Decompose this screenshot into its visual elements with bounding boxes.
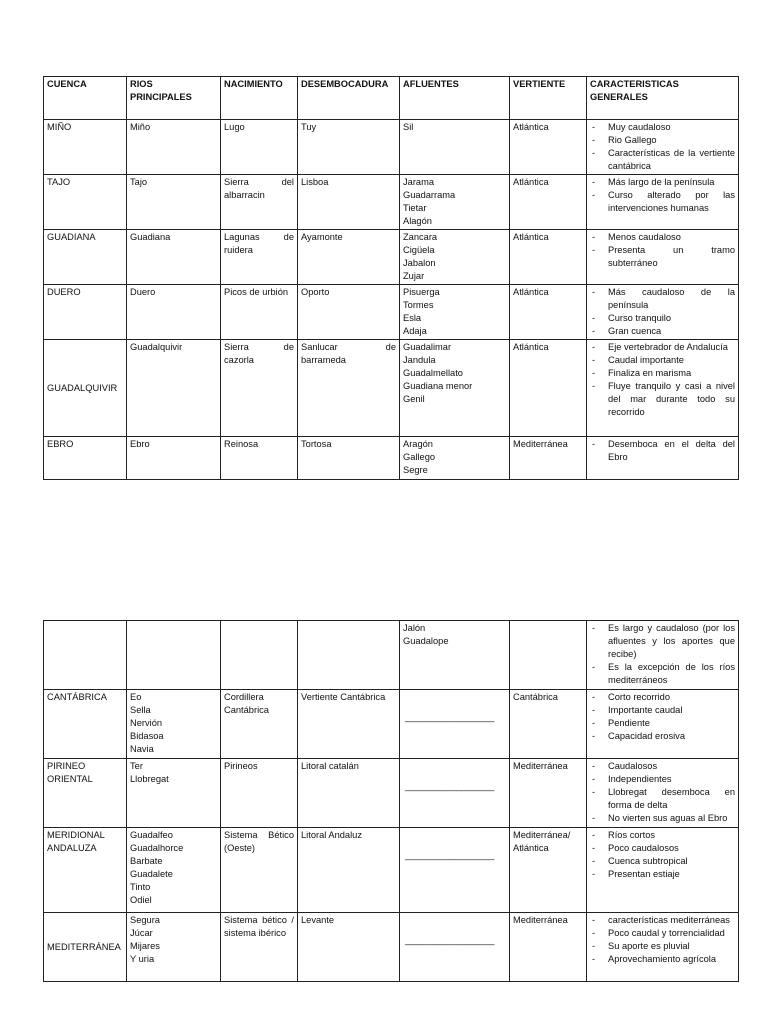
characteristic-item: - Cuenca subtropical (590, 855, 735, 868)
caracteristicas-cell (587, 120, 739, 175)
characteristic-item: - Curso alterado por las intervenciones humanas (590, 189, 735, 215)
afluentes-cell (400, 437, 510, 480)
afluente-name: Gallego (403, 452, 436, 462)
characteristics-list (590, 438, 735, 464)
characteristic-item: - Es largo y caudaloso (por los afluentes y los aportes que recibe) (590, 622, 735, 661)
table-row (44, 690, 739, 759)
afluente-name: Jabalon (403, 258, 436, 268)
characteristic-item: - No vierten sus aguas al Ebro (590, 812, 735, 825)
caracteristicas-cell (587, 230, 739, 285)
caracteristicas-cell (587, 340, 739, 437)
cuenca-cell (44, 285, 127, 340)
cuenca-cell (44, 340, 127, 437)
header-label: AFLUENTES (403, 79, 459, 89)
afluentes-blank-line: ___________________ (405, 850, 494, 860)
header-label: RIOS PRINCIPALES (130, 79, 192, 102)
nacimiento-text: Reinosa (224, 439, 259, 449)
afluente-name: Cigüela (403, 245, 435, 255)
river-name: Odiel (130, 895, 152, 905)
river-name: Guadiana (130, 232, 171, 242)
cuenca-name: TAJO (47, 177, 71, 187)
desembocadura-cell (298, 175, 400, 230)
desembocadura-cell (298, 120, 400, 175)
nacimiento-cell (221, 621, 298, 690)
desembocadura-text: Lisboa (301, 177, 329, 187)
characteristics-list (590, 121, 735, 173)
header-caracteristicas (587, 77, 739, 120)
cuenca-cell (44, 437, 127, 480)
river-name: Júcar (130, 928, 153, 938)
characteristic-item: - Corto recorrido (590, 691, 735, 704)
afluente-name: Guadiana menor (403, 381, 473, 391)
characteristics-list (590, 760, 735, 825)
cuenca-name: EBRO (47, 439, 74, 449)
nacimiento-text: Cordillera Cantábrica (224, 692, 269, 715)
afluente-name: Sil (403, 122, 414, 132)
rios-cell (127, 913, 221, 982)
river-name: Tajo (130, 177, 148, 187)
caracteristicas-cell (587, 437, 739, 480)
nacimiento-cell (221, 437, 298, 480)
header-nacimiento (221, 77, 298, 120)
rivers-table-top (43, 76, 739, 480)
characteristic-item: - Gran cuenca (590, 325, 735, 338)
nacimiento-cell (221, 913, 298, 982)
desembocadura-text: Tortosa (301, 439, 332, 449)
desembocadura-text: Ayamonte (301, 232, 343, 242)
vertiente-cell (510, 285, 587, 340)
header-label: NACIMIENTO (224, 79, 283, 89)
rivers-table-bottom (43, 620, 739, 982)
table-row (44, 230, 739, 285)
vertiente-text: Mediterránea (513, 915, 568, 925)
cuenca-name: MERIDIONAL ANDALUZA (47, 830, 105, 853)
table-row (44, 340, 739, 437)
afluente-name: Guadarrama (403, 190, 456, 200)
rios-cell (127, 340, 221, 437)
river-name: Miño (130, 122, 151, 132)
river-name: Duero (130, 287, 156, 297)
characteristics-list (590, 914, 735, 966)
characteristic-item: - Características de la vertiente cantábrica (590, 147, 735, 173)
characteristic-item: - Más caudaloso de la península (590, 286, 735, 312)
characteristics-list (590, 622, 735, 687)
characteristic-item: - Caudal importante (590, 354, 735, 367)
characteristic-item: - Poco caudalosos (590, 842, 735, 855)
river-name: Guadalfeo (130, 830, 173, 840)
caracteristicas-cell (587, 828, 739, 913)
afluente-name: Zujar (403, 271, 425, 281)
river-name: Guadalhorce (130, 843, 184, 853)
characteristic-item: - Independientes (590, 773, 735, 786)
caracteristicas-cell (587, 913, 739, 982)
vertiente-text: Atlántica (513, 287, 549, 297)
desembocadura-cell (298, 690, 400, 759)
nacimiento-text: Sistema Bético (Oeste) (224, 830, 294, 853)
river-name: Llobregat (130, 774, 169, 784)
vertiente-cell (510, 230, 587, 285)
characteristics-list (590, 286, 735, 338)
characteristic-item: - Capacidad erosiva (590, 730, 735, 743)
afluente-name: Genil (403, 394, 425, 404)
vertiente-cell (510, 913, 587, 982)
characteristic-item: - Pendiente (590, 717, 735, 730)
characteristic-item: - Más largo de la península (590, 176, 735, 189)
river-name: Ter (130, 761, 143, 771)
desembocadura-text: Sanlucar de barrameda (301, 342, 396, 365)
table-row (44, 120, 739, 175)
desembocadura-text: Oporto (301, 287, 330, 297)
afluente-name: Tormes (403, 300, 434, 310)
table-row (44, 913, 739, 982)
afluentes-blank-line: ___________________ (405, 781, 494, 791)
rios-cell (127, 285, 221, 340)
nacimiento-cell (221, 175, 298, 230)
desembocadura-text: Litoral Andaluz (301, 830, 362, 840)
vertiente-cell (510, 175, 587, 230)
river-name: Sella (130, 705, 151, 715)
characteristic-item: - Finaliza en marisma (590, 367, 735, 380)
desembocadura-cell (298, 828, 400, 913)
nacimiento-cell (221, 759, 298, 828)
vertiente-text: Atlántica (513, 177, 549, 187)
afluente-name: Jandula (403, 355, 436, 365)
characteristic-item: - Curso tranquilo (590, 312, 735, 325)
afluentes-cell (400, 120, 510, 175)
cuenca-cell (44, 230, 127, 285)
nacimiento-text: Sierra del albarracin (224, 177, 294, 200)
cuenca-cell (44, 828, 127, 913)
characteristic-item: - Muy caudaloso (590, 121, 735, 134)
nacimiento-cell (221, 285, 298, 340)
afluente-name: Jarama (403, 177, 435, 187)
characteristic-item: - Poco caudal y torrencialidad (590, 927, 735, 940)
river-name: Segura (130, 915, 160, 925)
afluente-name: Guadalimar (403, 342, 452, 352)
nacimiento-cell (221, 340, 298, 437)
caracteristicas-cell (587, 285, 739, 340)
nacimiento-text: Pirineos (224, 761, 258, 771)
desembocadura-text: Vertiente Cantábrica (301, 692, 386, 702)
caracteristicas-cell (587, 621, 739, 690)
afluente-name: Zancara (403, 232, 438, 242)
characteristic-item: - Fluye tranquilo y casi a nivel del mar durante todo su recorrido (590, 380, 735, 419)
vertiente-text: Atlántica (513, 342, 549, 352)
characteristic-item: - Menos caudaloso (590, 231, 735, 244)
river-name: Eo (130, 692, 142, 702)
characteristic-item: - Rio Gallego (590, 134, 735, 147)
rios-cell (127, 437, 221, 480)
nacimiento-text: Sierra de cazorla (224, 342, 294, 365)
nacimiento-text: Lagunas de ruidera (224, 232, 294, 255)
nacimiento-text: Lugo (224, 122, 245, 132)
cuenca-name: PIRINEO ORIENTAL (47, 761, 93, 784)
river-name: Navia (130, 744, 154, 754)
river-name: Guadalete (130, 869, 173, 879)
table-row (44, 828, 739, 913)
afluentes-cell (400, 690, 510, 759)
desembocadura-cell (298, 437, 400, 480)
characteristic-item: - Caudalosos (590, 760, 735, 773)
header-label: CARACTERISTICAS GENERALES (590, 79, 679, 102)
header-rios (127, 77, 221, 120)
afluentes-cell (400, 285, 510, 340)
vertiente-cell (510, 340, 587, 437)
cuenca-cell (44, 120, 127, 175)
characteristic-item: - Importante caudal (590, 704, 735, 717)
afluente-name: Alagón (403, 216, 432, 226)
afluente-name: Adaja (403, 326, 427, 336)
characteristic-item: - Su aporte es pluvial (590, 940, 735, 953)
caracteristicas-cell (587, 759, 739, 828)
afluentes-cell (400, 175, 510, 230)
vertiente-cell (510, 437, 587, 480)
cuenca-name: MEDITERRÁNEA (47, 941, 121, 952)
rios-cell (127, 175, 221, 230)
desembocadura-cell (298, 621, 400, 690)
afluentes-cell (400, 230, 510, 285)
cuenca-cell (44, 913, 127, 982)
cuenca-cell (44, 690, 127, 759)
header-desembocadura (298, 77, 400, 120)
characteristic-item: - Eje vertebrador de Andalucía (590, 341, 735, 354)
vertiente-cell (510, 120, 587, 175)
vertiente-text: Mediterránea/ Atlántica (513, 830, 571, 853)
rios-cell (127, 690, 221, 759)
afluente-name: Jalón (403, 623, 426, 633)
vertiente-cell (510, 759, 587, 828)
header-vertiente (510, 77, 587, 120)
vertiente-text: Mediterránea (513, 761, 568, 771)
river-name: Barbate (130, 856, 163, 866)
river-name: Nervión (130, 718, 163, 728)
vertiente-cell (510, 828, 587, 913)
nacimiento-cell (221, 230, 298, 285)
afluentes-cell (400, 340, 510, 437)
river-name: Guadalquivir (130, 342, 183, 352)
river-name: Mijares (130, 941, 160, 951)
characteristics-list (590, 176, 735, 215)
afluentes-cell (400, 828, 510, 913)
desembocadura-cell (298, 759, 400, 828)
desembocadura-text: Litoral catalán (301, 761, 359, 771)
afluentes-cell (400, 621, 510, 690)
header-row (44, 77, 739, 120)
nacimiento-text: Sistema bético / sistema ibérico (224, 915, 294, 938)
afluentes-cell (400, 913, 510, 982)
header-cuenca (44, 77, 127, 120)
characteristic-item: - Desemboca en el delta del Ebro (590, 438, 735, 464)
cuenca-name: MIÑO (47, 122, 72, 132)
characteristics-list (590, 341, 735, 419)
header-afluentes (400, 77, 510, 120)
caracteristicas-cell (587, 175, 739, 230)
table-row (44, 759, 739, 828)
characteristic-item: - Ríos cortos (590, 829, 735, 842)
cuenca-name: GUADIANA (47, 232, 96, 242)
afluente-name: Guadalope (403, 636, 449, 646)
river-name: Tinto (130, 882, 151, 892)
header-label: CUENCA (47, 79, 87, 89)
continuation-row (44, 621, 739, 690)
rios-cell (127, 120, 221, 175)
characteristic-item: - Es la excepción de los ríos mediterráneos (590, 661, 735, 687)
nacimiento-text: Picos de urbión (224, 287, 289, 297)
afluente-name: Pisuerga (403, 287, 440, 297)
rios-cell (127, 621, 221, 690)
table-row (44, 437, 739, 480)
characteristics-list (590, 231, 735, 270)
rios-cell (127, 828, 221, 913)
vertiente-cell (510, 690, 587, 759)
characteristic-item: - Presenta un tramo subterráneo (590, 244, 735, 270)
vertiente-text: Atlántica (513, 232, 549, 242)
desembocadura-cell (298, 285, 400, 340)
afluente-name: Aragón (403, 439, 433, 449)
rios-cell (127, 230, 221, 285)
vertiente-text: Mediterránea (513, 439, 568, 449)
desembocadura-text: Levante (301, 915, 335, 925)
afluente-name: Esla (403, 313, 422, 323)
vertiente-text: Atlántica (513, 122, 549, 132)
nacimiento-cell (221, 120, 298, 175)
characteristic-item: - Aprovechamiento agrícola (590, 953, 735, 966)
cuenca-name: GUADALQUIVIR (47, 382, 118, 393)
desembocadura-text: Tuy (301, 122, 317, 132)
characteristics-list (590, 829, 735, 881)
afluente-name: Segre (403, 465, 428, 475)
river-name: Ebro (130, 439, 150, 449)
cuenca-cell (44, 621, 127, 690)
desembocadura-cell (298, 913, 400, 982)
cuenca-name: DUERO (47, 287, 81, 297)
characteristic-item: - características mediterráneas (590, 914, 735, 927)
header-label: DESEMBOCADURA (301, 79, 389, 89)
desembocadura-cell (298, 340, 400, 437)
cuenca-cell (44, 759, 127, 828)
afluentes-cell (400, 759, 510, 828)
river-name: Bidasoa (130, 731, 164, 741)
vertiente-text: Cantábrica (513, 692, 558, 702)
river-name: Y uria (130, 954, 155, 964)
afluente-name: Guadalmellato (403, 368, 463, 378)
header-label: VERTIENTE (513, 79, 566, 89)
desembocadura-cell (298, 230, 400, 285)
nacimiento-cell (221, 690, 298, 759)
afluente-name: Tietar (403, 203, 427, 213)
vertiente-cell (510, 621, 587, 690)
characteristic-item: - Presentan estiaje (590, 868, 735, 881)
afluentes-blank-line: ___________________ (405, 712, 494, 722)
table-row (44, 175, 739, 230)
characteristics-list (590, 691, 735, 743)
caracteristicas-cell (587, 690, 739, 759)
afluentes-blank-line: ___________________ (405, 935, 494, 945)
cuenca-cell (44, 175, 127, 230)
table-row (44, 285, 739, 340)
nacimiento-cell (221, 828, 298, 913)
characteristic-item: - Llobregat desemboca en forma de delta (590, 786, 735, 812)
rios-cell (127, 759, 221, 828)
cuenca-name: CANTÁBRICA (47, 692, 107, 702)
